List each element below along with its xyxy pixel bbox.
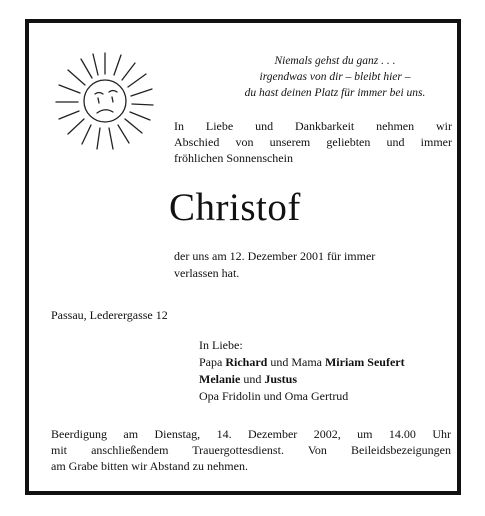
intro-line: fröhlichen Sonnenschein [174, 151, 293, 165]
funeral-line: am Grabe bitten wir Abstand zu nehmen. [51, 459, 248, 473]
poem-line: Niemals gehst du ganz . . . [274, 55, 396, 67]
mother-name: Miriam Seufert [324, 355, 405, 369]
sister-name: Melanie [199, 372, 241, 386]
mourners-grandparents: Opa Fridolin und Oma Gertrud [199, 389, 349, 403]
mourners-heading: In Liebe: [199, 338, 243, 352]
passed-line: der uns am 12. Dezember 2001 für immer [174, 249, 376, 263]
deceased-name: Christof [169, 186, 301, 229]
mourners-siblings: Melanie und Justus [199, 372, 298, 386]
intro-line: In Liebe und Dankbarkeit nehmen wir [174, 119, 452, 133]
father-name: Richard [225, 355, 268, 369]
obituary-frame [25, 19, 461, 495]
mourners-list [199, 337, 405, 405]
funeral-notice [51, 426, 451, 474]
sad-sun-drawing-icon [51, 47, 159, 155]
passed-text [174, 248, 452, 282]
poem [219, 53, 451, 101]
passed-line: verlassen hat. [174, 266, 240, 280]
poem-line: irgendwas von dir – bleibt hier – [259, 71, 411, 83]
funeral-line: mit anschließendem Trauergottesdienst. Von Beileidsbezeigungen [51, 443, 451, 457]
brother-name: Justus [264, 372, 298, 386]
mourners-parents: Papa Richard und Mama Miriam Seufert [199, 355, 405, 369]
intro-text [174, 118, 452, 166]
address: Passau, Lederergasse 12 [51, 308, 168, 322]
funeral-line: Beerdigung am Dienstag, 14. Dezember 2002, um 14.00 Uhr [51, 427, 451, 441]
intro-line: Abschied von unserem geliebten und immer [174, 135, 452, 149]
poem-line: du hast deinen Platz für immer bei uns. [244, 87, 426, 99]
